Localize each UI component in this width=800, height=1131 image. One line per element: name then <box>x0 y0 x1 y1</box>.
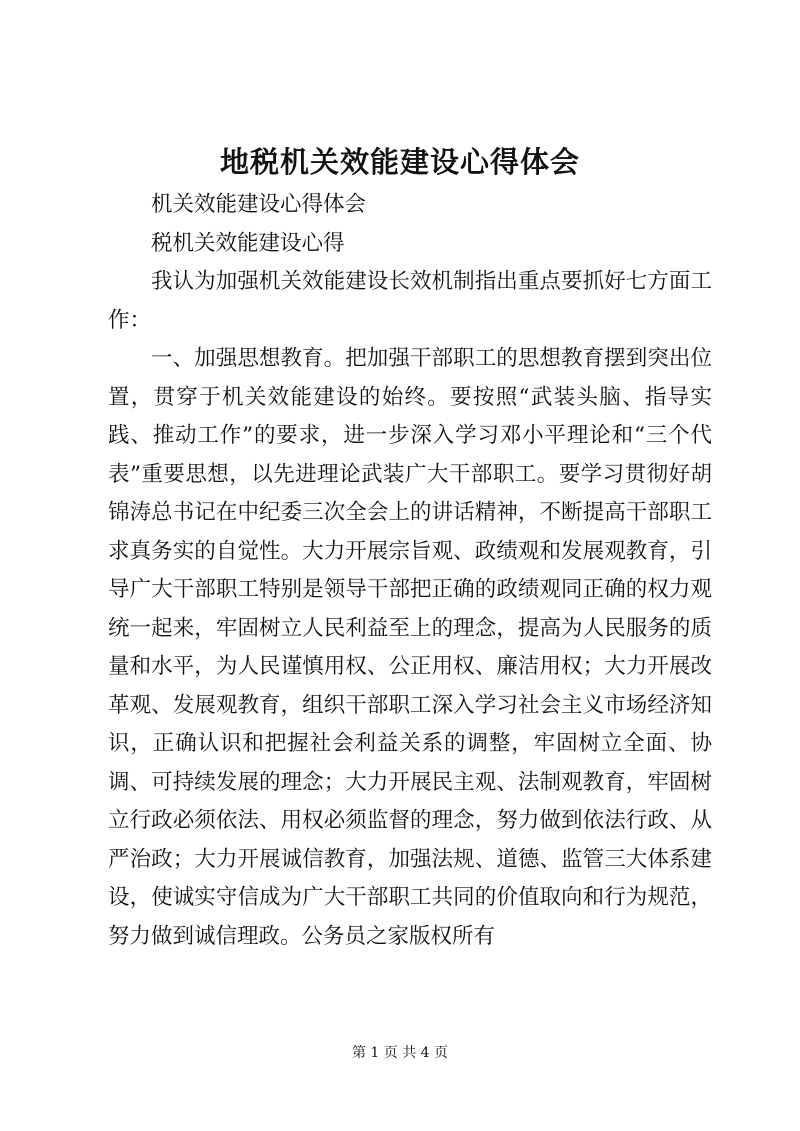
document-body <box>108 186 712 956</box>
paragraph-section-1: 一、加强思想教育。把加强干部职工的思想教育摆到突出位置，贯穿于机关效能建设的始终。要按照“武装头脑、指导实践、推动工作”的要求，进一步深入学习邓小平理论和“三个代表”重要思想，以先进理论武装广大干部职工。要学习贯彻好胡锦涛总书记在中纪委三次全会上的讲话精神，不断提高干部职工求真务实的自觉性。大力开展宗旨观、政绩观和发展观教育，引导广大干部职工特别是领导干部把正确的政绩观同正确的权力观统一起来，牢固树立人民利益至上的理念，提高为人民服务的质量和水平，为人民谨慎用权、公正用权、廉洁用权；大力开展改革观、发展观教育，组织干部职工深入学习社会主义市场经济知识，正确认识和把握社会利益关系的调整，牢固树立全面、协调、可持续发展的理念；大力开展民主观、法制观教育，牢固树立行政必须依法、用权必须监督的理念，努力做到依法行政、从严治政；大力开展诚信教育，加强法规、道德、监管三大体系建设，使诚实守信成为广大干部职工共同的价值取向和行为规范，努力做到诚信理政。公务员之家版权所有 <box>108 346 712 949</box>
paragraph-subtitle-2: 税机关效能建设心得 <box>151 230 345 256</box>
document-title: 地税机关效能建设心得体会 <box>219 145 580 179</box>
paragraph-subtitle-1: 机关效能建设心得体会 <box>151 192 367 217</box>
page-footer: 第 1 页 共 4 页 <box>351 1045 449 1061</box>
paragraph-intro: 我认为加强机关效能建设长效机制指出重点要抓好七方面工作： <box>108 269 712 333</box>
